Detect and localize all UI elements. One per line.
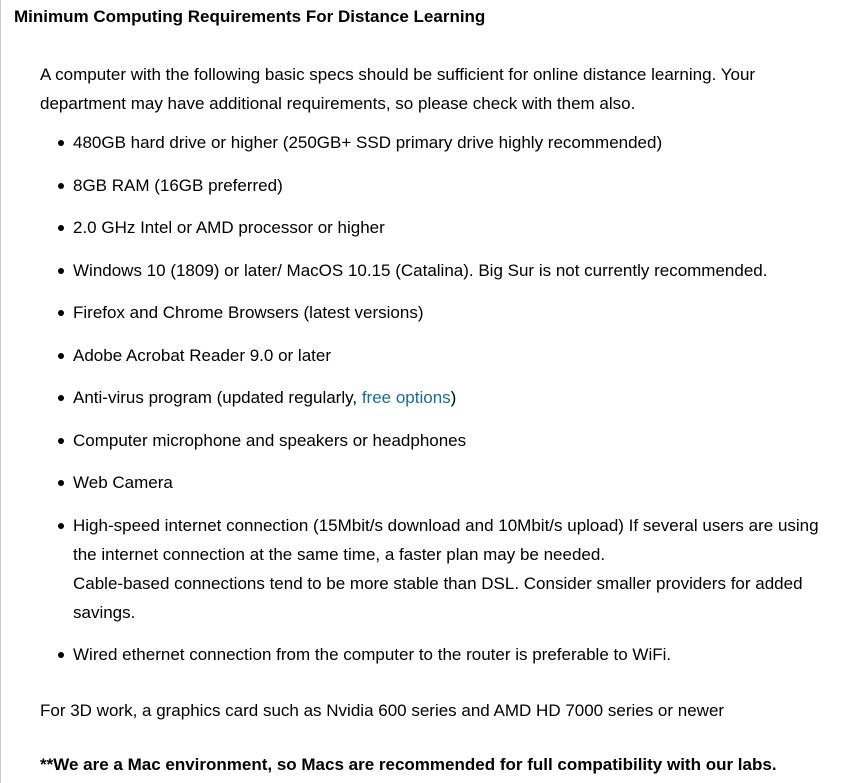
- bullet-icon: [58, 140, 64, 146]
- list-item-antivirus: [73, 383, 833, 412]
- internet-line-3: Cable-based connections tend to be more stable than DSL. Consider smaller providers for added: [73, 574, 803, 593]
- list-item-browsers: [73, 298, 833, 327]
- list-item-ethernet: [73, 640, 833, 669]
- antivirus-line: [73, 383, 833, 412]
- free-options-link[interactable]: free options: [361, 388, 451, 407]
- list-item-camera: [73, 468, 833, 497]
- bullet-icon: [58, 310, 64, 316]
- hard-drive-text: 480GB hard drive or higher (250GB+ SSD primary drive highly recommended): [73, 133, 663, 152]
- bullet-icon: [58, 395, 64, 401]
- bullet-icon: [58, 268, 64, 274]
- bullet-icon: [58, 183, 64, 189]
- audio-text: Computer microphone and speakers or headphones: [73, 431, 467, 450]
- bullet-icon: [58, 353, 64, 359]
- os-text: Windows 10 (1809) or later/ MacOS 10.15 (Catalina). Big Sur is not currently recommended.: [73, 261, 768, 280]
- list-item-audio: [73, 426, 833, 455]
- browsers-text: Firefox and Chrome Browsers (latest versions): [73, 303, 424, 322]
- bullet-icon: [58, 480, 64, 486]
- bullet-icon: [58, 438, 64, 444]
- internet-line-4: savings.: [73, 603, 136, 622]
- bullet-icon: [58, 652, 64, 658]
- mac-environment-note: **We are a Mac environment, so Macs are recommended for full compatibility with our labs.: [40, 755, 777, 774]
- list-item-ram: [73, 171, 833, 200]
- antivirus-suffix: ): [450, 388, 457, 407]
- intro-paragraph: A computer with the following basic specs should be sufficient for online distance learning. Your department may have additional requirements, so please check with them also.: [40, 65, 756, 113]
- internet-line-1: High-speed internet connection (15Mbit/s download and 10Mbit/s upload) If several users are using: [73, 516, 819, 535]
- camera-text: Web Camera: [73, 473, 173, 492]
- acrobat-text: Adobe Acrobat Reader 9.0 or later: [73, 346, 331, 365]
- list-item-internet: [73, 511, 833, 627]
- bullet-icon: [58, 225, 64, 231]
- antivirus-prefix: Anti-virus program (updated regularly,: [73, 388, 362, 407]
- ram-text: 8GB RAM (16GB preferred): [73, 176, 283, 195]
- internet-line-2: the internet connection at the same time, a faster plan may be needed.: [73, 545, 606, 564]
- list-item-processor: [73, 213, 833, 242]
- bullet-icon: [58, 523, 64, 529]
- list-item-acrobat: [73, 341, 833, 370]
- left-border: [0, 0, 1, 783]
- list-item-hard-drive: [73, 128, 833, 157]
- processor-text: 2.0 GHz Intel or AMD processor or higher: [73, 218, 385, 237]
- graphics-note: For 3D work, a graphics card such as Nvidia 600 series and AMD HD 7000 series or newer: [40, 701, 725, 720]
- list-item-os: [73, 256, 833, 285]
- ethernet-text: Wired ethernet connection from the computer to the router is preferable to WiFi.: [73, 645, 672, 664]
- page-title: Minimum Computing Requirements For Distance Learning: [14, 7, 486, 26]
